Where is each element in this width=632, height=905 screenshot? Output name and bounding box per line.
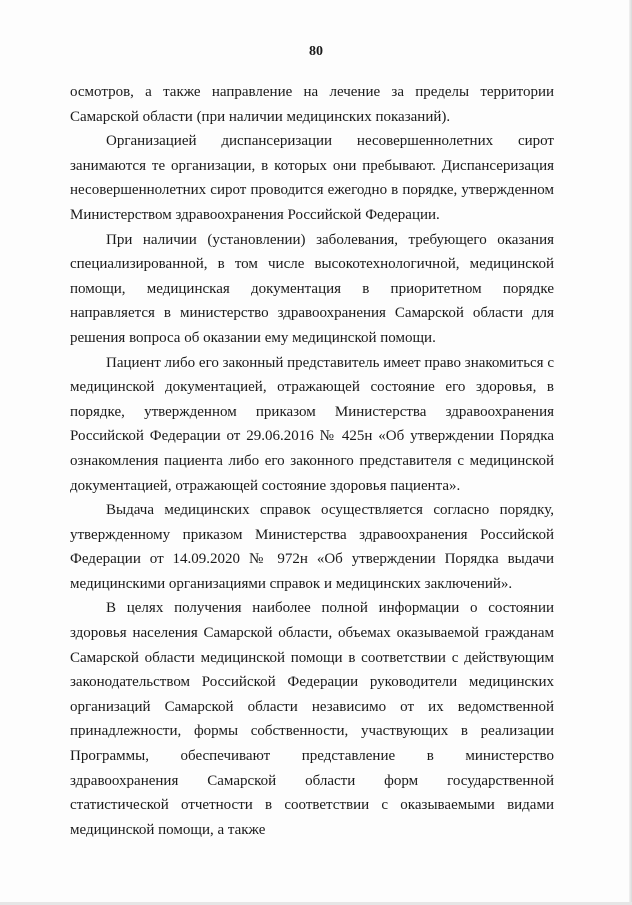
- paragraph-patient-rights: Пациент либо его законный представитель имеет право знакомиться с медицинской документацией, отражающей состояние его здоровья, в порядке, утвержденном приказом Министерства здравоохранения Российской Федерации от 29.06.2016 № 425н «Об утверждении Порядка ознакомления пациента либо его законного представителя с медицинской документацией, отражающей состояние здоровья пациента».: [70, 354, 554, 494]
- paragraph-statistical-reporting: В целях получения наиболее полной информации о состоянии здоровья населения Самарской области, объемах оказываемой гражданам Самарской области медицинской помощи в соответствии с действующим законодательством Российской Федерации руководители медицинских организаций Самарской области независимо от их ведомственной принадлежности, формы собственности, участвующих в реализации Программы, обеспечивают представление в министерство здравоохранения Самарской области форм государственной статистической отчетности в соответствии с оказываемыми видами медицинской помощи, а также: [70, 600, 554, 838]
- paragraph-orphan-dispensary: Организацией диспансеризации несовершеннолетних сирот занимаются те организации, в которых они пребывают. Диспансеризация несовершеннолетних сирот проводится ежегодно в порядке, утвержденном Министерством здравоохранения Российской Федерации.: [70, 133, 554, 223]
- page-number: 80: [309, 44, 323, 59]
- paragraph-medical-certificates: Выдача медицинских справок осуществляется согласно порядку, утвержденному приказом Министерства здравоохранения Российской Федерации от 14.09.2020 № 972н «Об утверждении Порядка выдачи медицинскими организациями справок и медицинских заключений».: [70, 502, 554, 592]
- paragraph-continuation: осмотров, а также направление на лечение за пределы территории Самарской области (при наличии медицинских показаний).: [70, 84, 554, 125]
- document-body: [70, 80, 554, 842]
- paragraph-specialized-care: При наличии (установлении) заболевания, требующего оказания специализированной, в том числе высокотехнологичной, медицинской помощи, медицинская документация в приоритетном порядке направляется в министерство здравоохранения Самарской области для решения вопроса об оказании ему медицинской помощи.: [70, 231, 554, 346]
